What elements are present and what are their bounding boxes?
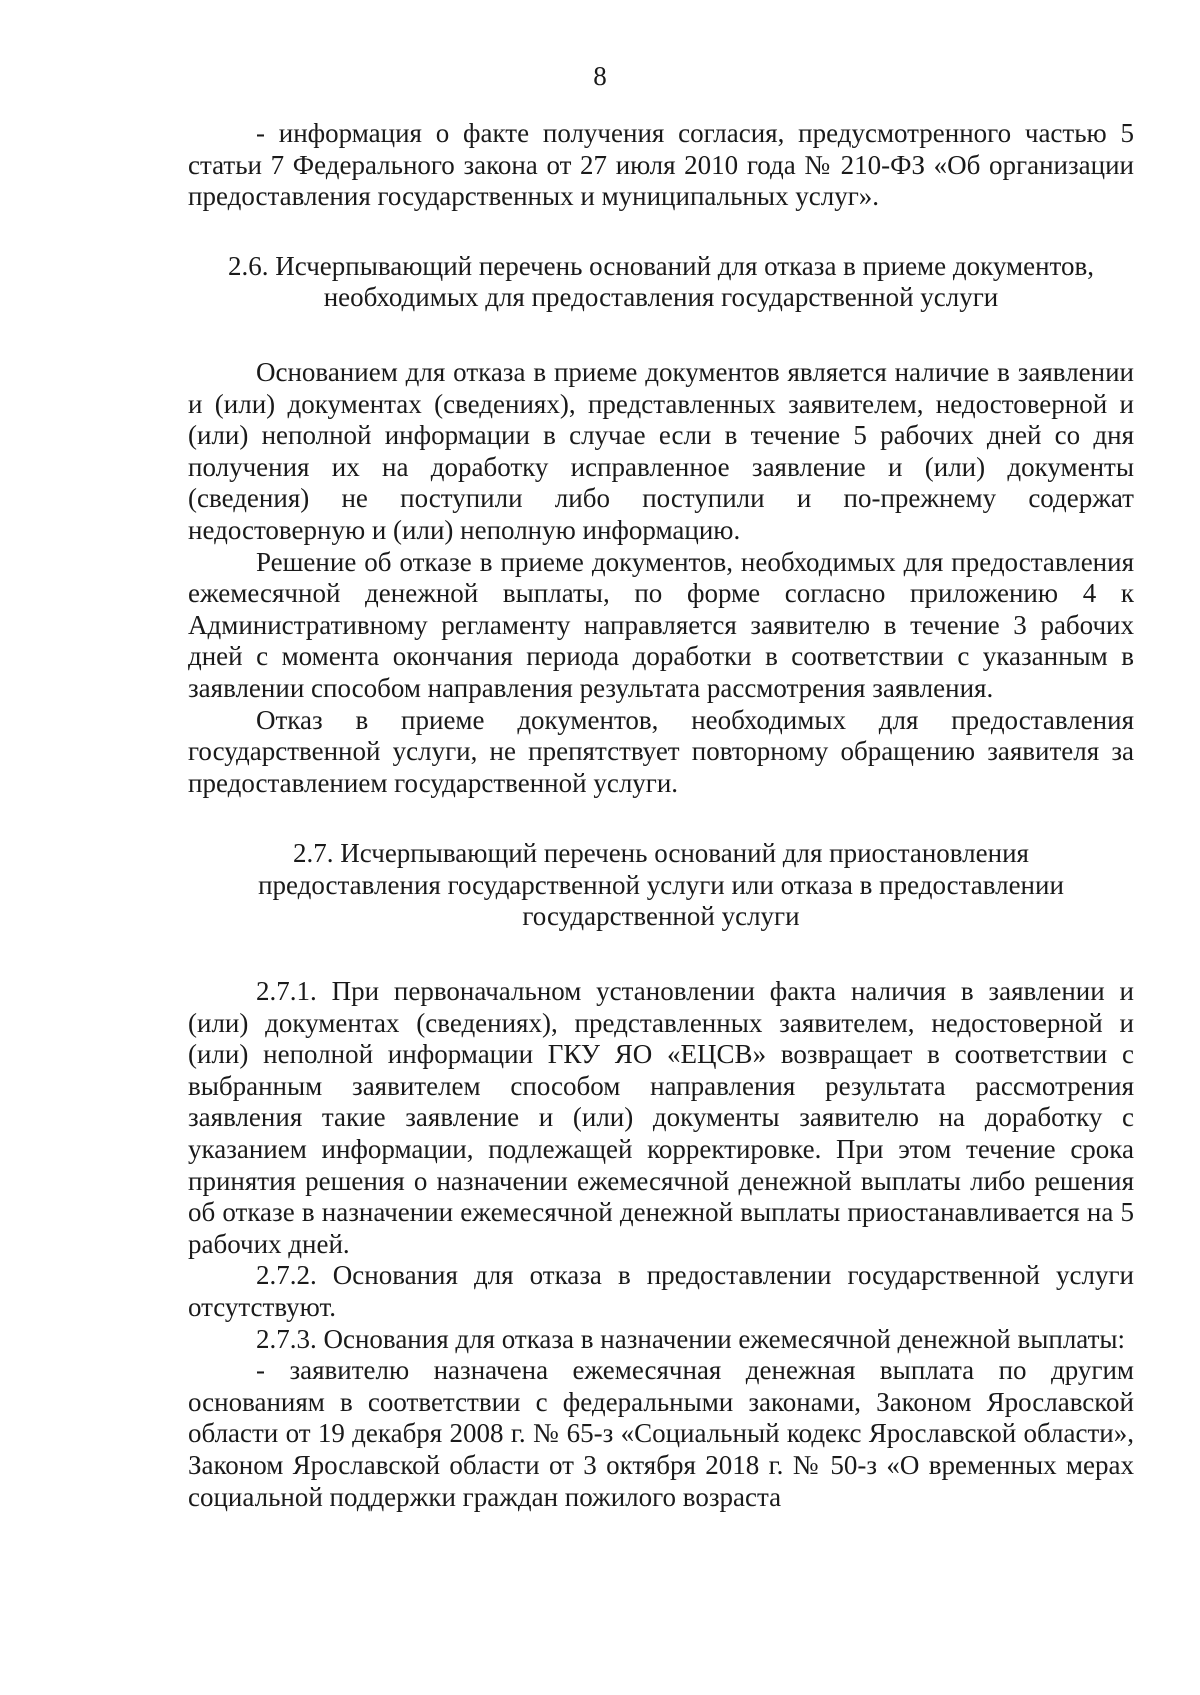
paragraph-2-6-grounds: Основанием для отказа в приеме документов является наличие в заявлении и (или) документах (сведениях), представленных заявителем, недостоверной и (или) неполной информации в случае если в течение 5 рабочих дней со дня получения их на доработку исправленное заявление и (или) документы (сведения) не поступили либо поступили и по-прежнему содержат недостоверную и (или) неполную информацию. [188, 356, 1134, 545]
page-number: 8 [593, 61, 607, 91]
document-body [188, 118, 1134, 1513]
paragraph-consent-info: - информация о факте получения согласия, предусмотренного частью 5 статьи 7 Федерального закона от 27 июля 2010 года № 210-ФЗ «Об организации предоставления государственных и муниципальных услуг». [188, 118, 1134, 212]
paragraph-2-7-2: 2.7.2. Основания для отказа в предоставлении государственной услуги отсутствуют. [188, 1260, 1134, 1322]
paragraph-2-7-3: 2.7.3. Основания для отказа в назначении ежемесячной денежной выплаты: [256, 1323, 1126, 1354]
paragraph-2-7-1: 2.7.1. При первоначальном установлении факта наличия в заявлении и (или) документах (сведениях), представленных заявителем, недостоверной и (или) неполной информации ГКУ ЯО «ЕЦСВ» возвращает в соответствии с выбранным заявителем способом направления результата рассмотрения заявления такие заявление и (или) документы заявителю на доработку с указанием информации, подлежащей корректировке. При этом течение срока принятия решения о назначении ежемесячной денежной выплаты либо решения об отказе в назначении ежемесячной денежной выплаты приостанавливается на 5 рабочих дней. [188, 976, 1134, 1259]
paragraph-2-7-3-item: - заявителю назначена ежемесячная денежная выплата по другим основаниям в соответствии с федеральными законами, Законом Ярославской области от 19 декабря 2008 г. № 65-з «Социальный кодекс Ярославской области», Законом Ярославской области от 3 октября 2018 г. № 50-з «О временных мерах социальной поддержки граждан пожилого возраста [188, 1355, 1134, 1512]
paragraph-2-6-refusal: Отказ в приеме документов, необходимых для предоставления государственной услуги, не препятствует повторному обращению заявителя за предоставлением государственной услуги. [188, 704, 1134, 798]
paragraph-2-6-decision: Решение об отказе в приеме документов, необходимых для предоставления ежемесячной денежной выплаты, по форме согласно приложению 4 к Административному регламенту направляется заявителю в течение 3 рабочих дней с момента окончания периода доработки в соответствии с указанным в заявлении способом направления результата рассмотрения заявления. [188, 546, 1134, 703]
section-heading-2-6: 2.6. Исчерпывающий перечень оснований для отказа в приеме документов, необходимых для предоставления государственной услуги [228, 250, 1094, 313]
section-heading-2-7: 2.7. Исчерпывающий перечень оснований для приостановления предоставления государственной услуги или отказа в предоставлении государственной услуги [258, 838, 1064, 932]
